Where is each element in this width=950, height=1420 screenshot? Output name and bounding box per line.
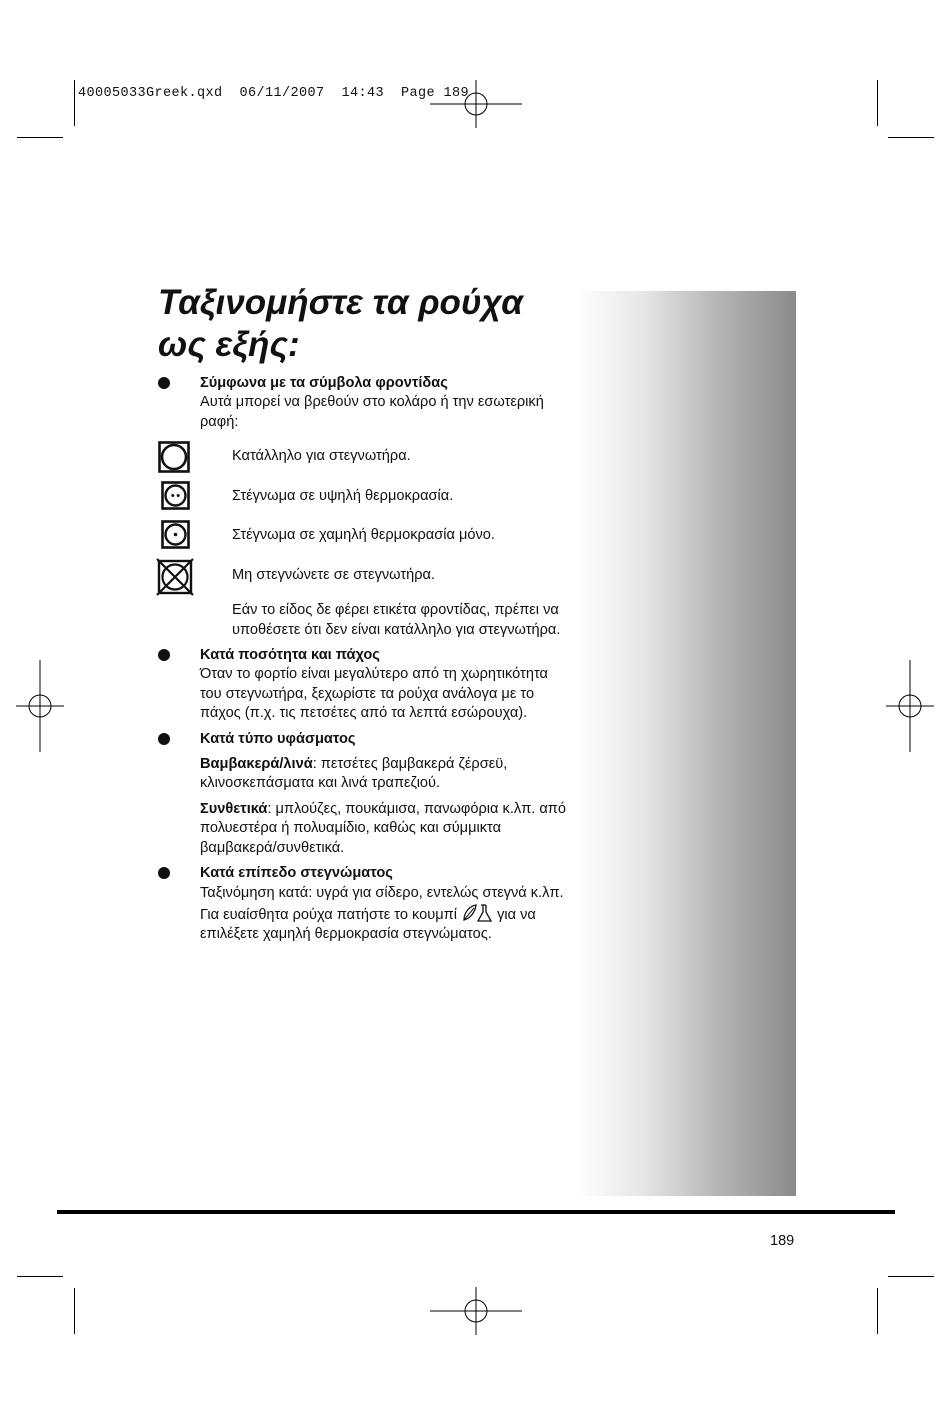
page-title-line: ως εξής:: [158, 325, 300, 364]
care-symbol-label: Στέγνωμα σε υψηλή θερμοκρασία.: [232, 487, 454, 504]
care-symbol-row: [156, 520, 572, 560]
section-heading: Κατά τύπο υφάσματος: [200, 730, 356, 747]
fabric-synthetic-text: : μπλούζες, πουκάμισα, πανωφόρια κ.λπ. από πολυεστέρα ή πολυαμίδιο, καθώς και σύμμικτα βαμβακερά/συνθετικά.: [200, 800, 566, 856]
page-number: 189: [770, 1233, 795, 1249]
delicate-low-heat-icon: [461, 903, 493, 923]
crop-mark: [888, 1276, 934, 1277]
fabric-cotton-label: Βαμβακερά/λινά: [200, 756, 313, 773]
fabric-cotton-text: : πετσέτες βαμβακερά ζέρσεϋ, κλινοσκεπάσματα και λινά τραπεζιού.: [200, 756, 508, 792]
tumble-dry-icon: [158, 441, 190, 473]
dryness-text-before: Ταξινόμηση κατά: υγρά για σίδερο, εντελώς στεγνά κ.λπ. Για ευαίσθητα ρούχα πατήστε το κουμπί: [200, 884, 564, 923]
tumble-dry-high-heat-icon: [161, 481, 193, 513]
crop-mark: [74, 1288, 75, 1334]
crop-mark: [877, 80, 878, 126]
section-heading: Κατά επίπεδο στεγνώματος: [200, 865, 393, 882]
care-symbol-label: Κατάλληλο για στεγνωτήρα.: [232, 448, 411, 465]
care-symbol-label: Μη στεγνώνετε σε στεγνωτήρα.: [232, 566, 436, 583]
section-heading: Κατά ποσότητα και πάχος: [200, 647, 380, 664]
crop-mark: [17, 137, 63, 138]
bullet-icon: [158, 649, 170, 661]
section-dryness: [156, 864, 572, 945]
section-fabric: [156, 730, 572, 858]
crop-mark: [877, 1288, 878, 1334]
fabric-synthetic-paragraph: [200, 800, 572, 858]
registration-mark-icon: [16, 660, 64, 752]
crop-mark: [74, 80, 75, 126]
crop-mark: [888, 137, 934, 138]
care-symbol-label: Στέγνωμα σε χαμηλή θερμοκρασία μόνο.: [232, 527, 495, 544]
do-not-tumble-dry-icon: [156, 558, 194, 596]
fabric-cotton-paragraph: [200, 755, 572, 794]
fabric-synthetic-label: Συνθετικά: [200, 800, 268, 817]
print-slug: 40005033Greek.qxd 06/11/2007 14:43 Page 189: [78, 86, 470, 101]
bullet-icon: [158, 867, 170, 879]
care-symbol-row: [156, 560, 572, 600]
section-text: Αυτά μπορεί να βρεθούν στο κολάρο ή την εσωτερική ραφή:: [200, 394, 544, 430]
registration-mark-icon: [430, 1287, 522, 1335]
care-label-note: Εάν το είδος δε φέρει ετικέτα φροντίδας, πρέπει να υποθέσετε ότι δεν είναι κατάλληλο για στεγνωτήρα.: [232, 602, 561, 638]
section-text: [200, 884, 572, 945]
registration-mark-icon: [430, 80, 522, 128]
section-text: Όταν το φορτίο είναι μεγαλύτερο από τη χωρητικότητα του στεγνωτήρα, ξεχωρίστε τα ρούχα ανάλογα με το πάχος (π.χ. τις πετσέτες από τα λεπτά εσώρουχα).: [200, 666, 548, 722]
side-gradient-panel: [578, 291, 796, 1196]
section-care-symbols: [156, 374, 572, 432]
page-title-line: Ταξινομήστε τα ρούχα: [158, 283, 524, 322]
tumble-dry-low-heat-icon: [161, 520, 193, 552]
care-symbol-list: [156, 441, 572, 599]
footer-rule: [57, 1210, 895, 1214]
care-symbol-row: [156, 481, 572, 521]
content-column: [156, 374, 572, 945]
section-quantity: [156, 646, 572, 724]
registration-mark-icon: [886, 660, 934, 752]
section-heading: Σύμφωνα με τα σύμβολα φροντίδας: [200, 375, 448, 391]
bullet-icon: [158, 733, 170, 745]
dryness-text-after: για να επιλέξετε χαμηλή θερμοκρασία στεγνώματος.: [200, 906, 536, 943]
crop-mark: [17, 1276, 63, 1277]
bullet-icon: [158, 377, 170, 389]
page-title: [158, 282, 578, 366]
care-symbol-row: [156, 441, 572, 481]
